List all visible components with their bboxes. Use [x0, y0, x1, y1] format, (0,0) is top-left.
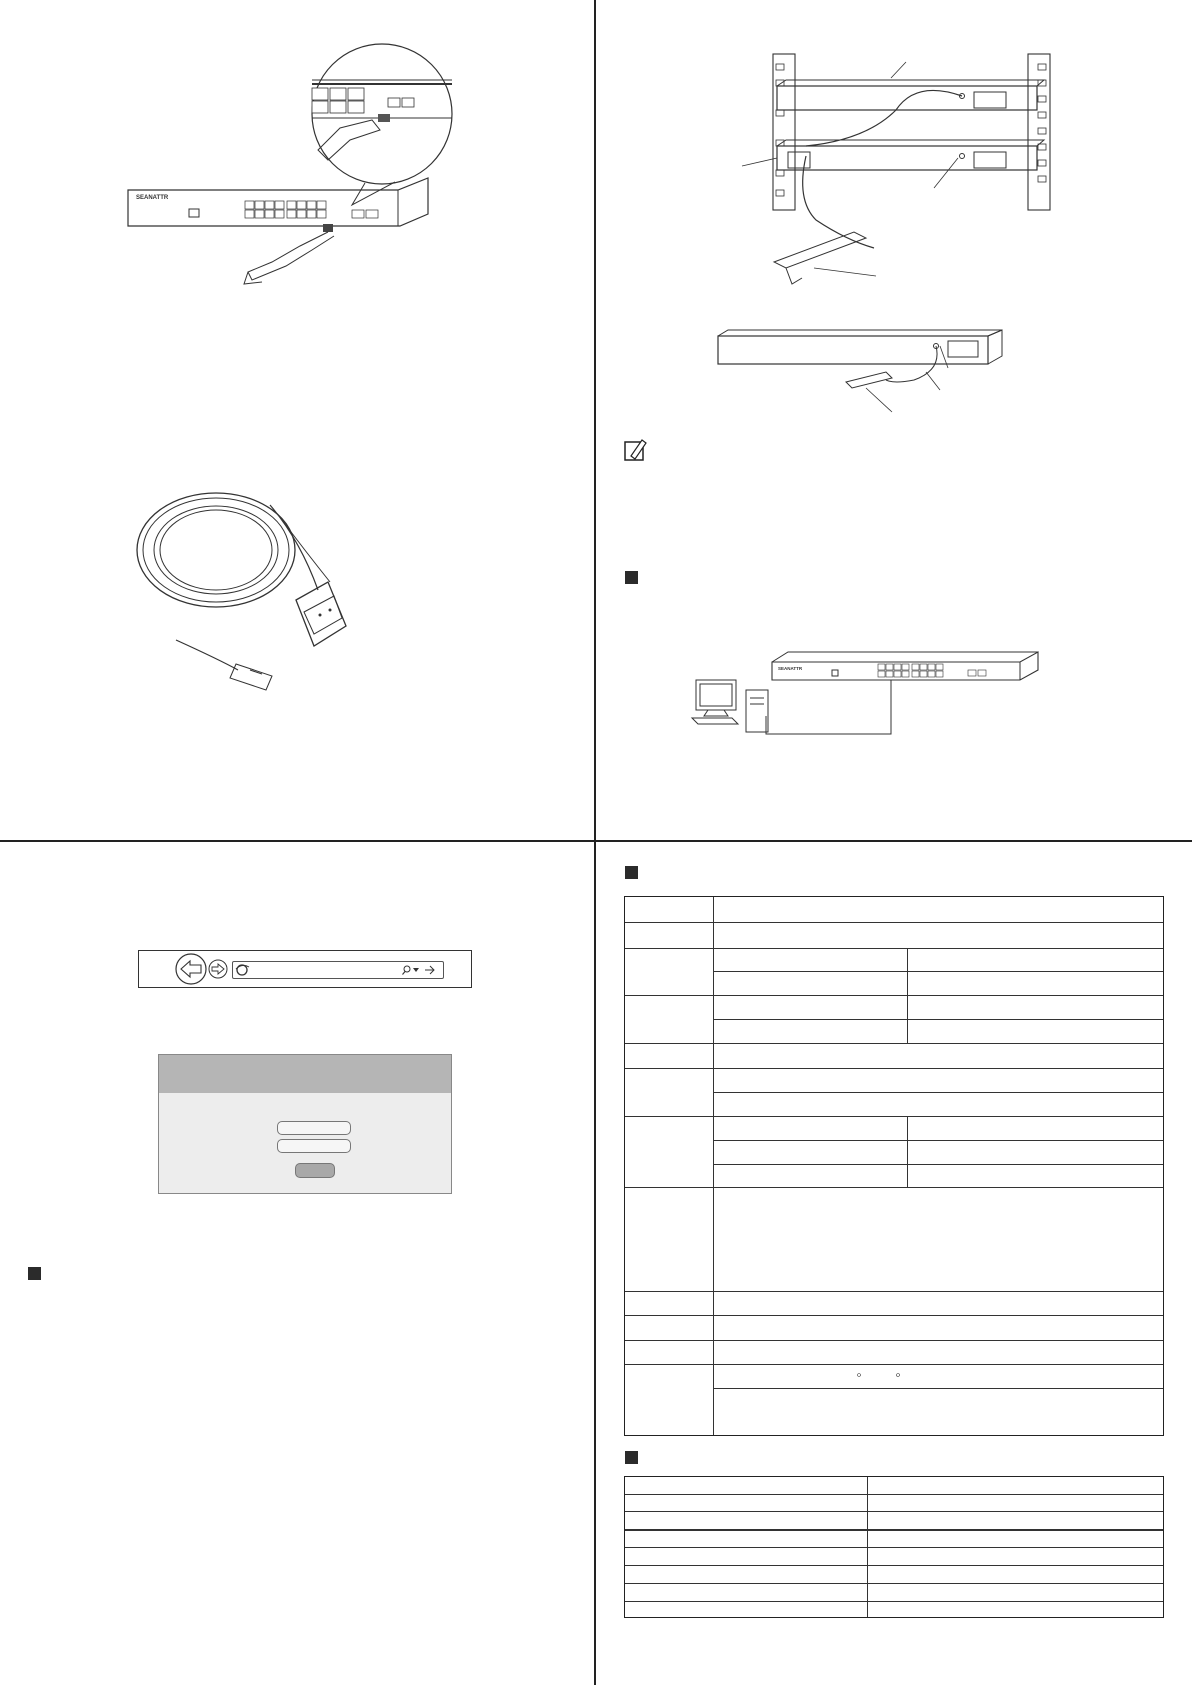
- switch-brand-label: SEANATTR: [136, 195, 169, 201]
- specification-table: [624, 896, 1164, 1436]
- search-icon[interactable]: [401, 964, 413, 976]
- login-body: [159, 1093, 451, 1193]
- login-header: [159, 1055, 451, 1093]
- username-field[interactable]: [277, 1121, 351, 1135]
- section-marker: [625, 1451, 638, 1464]
- panel-specifications: [596, 842, 1192, 1685]
- panel-fiber-module-install: [0, 0, 596, 842]
- packing-list-table: [624, 1476, 1164, 1618]
- browser-address-bar: [138, 950, 472, 988]
- degree-symbol-icon: [857, 1373, 917, 1383]
- panel-grounding-and-connection: [596, 0, 1192, 842]
- url-input[interactable]: [232, 961, 444, 979]
- section-marker: [625, 866, 638, 879]
- dropdown-icon[interactable]: [413, 967, 421, 975]
- browser-logo-icon: [236, 963, 250, 977]
- password-field[interactable]: [277, 1139, 351, 1153]
- login-button[interactable]: [295, 1163, 335, 1178]
- login-dialog: [158, 1054, 452, 1194]
- section-marker: [28, 1267, 41, 1280]
- go-arrow-icon[interactable]: [424, 964, 436, 976]
- panel-web-login: [0, 842, 596, 1685]
- console-cable-illustration: [0, 0, 596, 842]
- switch-brand-label-2: SEANATTR: [778, 666, 803, 671]
- pc-switch-connection-illustration: [596, 0, 1192, 842]
